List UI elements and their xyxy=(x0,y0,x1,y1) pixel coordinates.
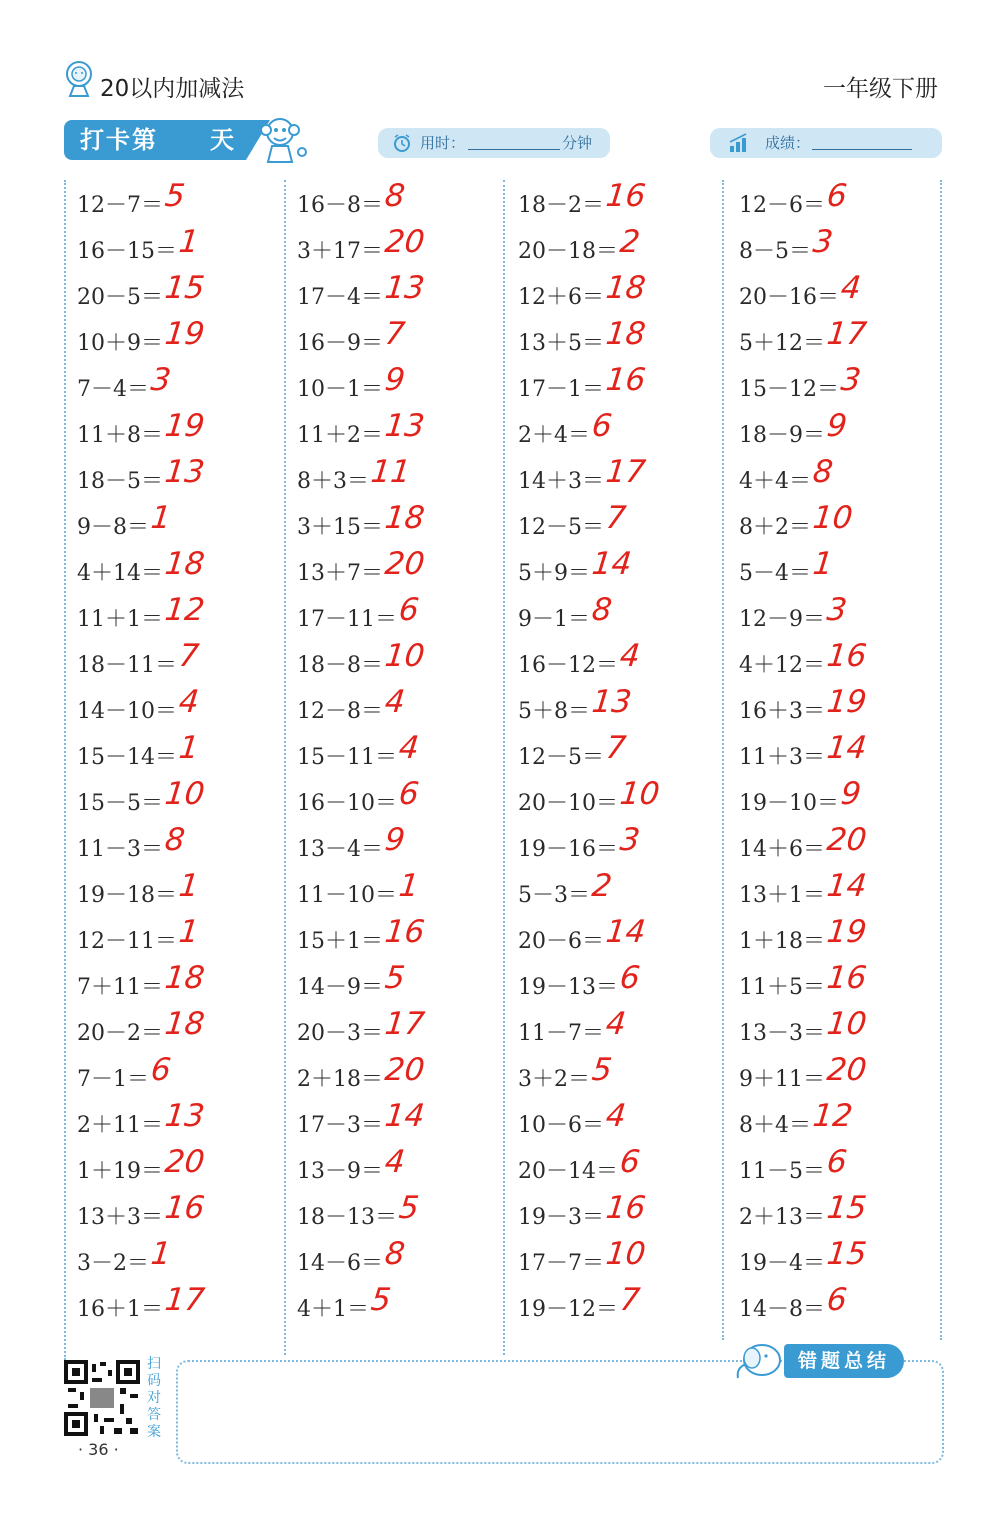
time-input-line[interactable] xyxy=(468,149,560,150)
handwritten-answer: 16 xyxy=(604,178,648,214)
handwritten-answer: 8 xyxy=(383,1236,407,1272)
exercise-question: 14＋6＝ xyxy=(739,837,825,862)
handwritten-answer: 6 xyxy=(825,178,849,214)
score-field xyxy=(710,128,942,158)
exercise-question: 3－2＝ xyxy=(77,1251,149,1276)
handwritten-answer: 1 xyxy=(177,730,201,766)
exercise-question: 13－3＝ xyxy=(739,1021,825,1046)
handwritten-answer: 1 xyxy=(397,868,421,904)
exercise-question: 11＋1＝ xyxy=(77,607,163,632)
handwritten-answer: 5 xyxy=(163,178,187,214)
exercise-question: 11－10＝ xyxy=(297,883,397,908)
handwritten-answer: 6 xyxy=(618,1144,642,1180)
exercise-question: 9－1＝ xyxy=(518,607,590,632)
handwritten-answer: 4 xyxy=(839,270,863,306)
handwritten-answer: 1 xyxy=(177,224,201,260)
scan-answer-text: 扫码对答案 xyxy=(147,1356,161,1440)
exercise-question: 2＋4＝ xyxy=(518,423,590,448)
handwritten-answer: 17 xyxy=(163,1282,207,1318)
handwritten-answer: 4 xyxy=(618,638,642,674)
exercise-question: 8＋4＝ xyxy=(739,1113,811,1138)
handwritten-answer: 18 xyxy=(604,270,648,306)
exercise-question: 16－9＝ xyxy=(297,331,383,356)
mistake-summary-label: 错题总结 xyxy=(784,1344,904,1378)
exercise-question: 12－5＝ xyxy=(518,745,604,770)
exercise-question: 3＋2＝ xyxy=(518,1067,590,1092)
exercise-question: 5＋8＝ xyxy=(518,699,590,724)
column-divider xyxy=(722,180,724,1340)
exercise-question: 8＋2＝ xyxy=(739,515,811,540)
handwritten-answer: 6 xyxy=(618,960,642,996)
handwritten-answer: 4 xyxy=(604,1006,628,1042)
grade-label: 一年级下册 xyxy=(823,76,938,102)
exercise-question: 1＋18＝ xyxy=(739,929,825,954)
exercise-question: 10－6＝ xyxy=(518,1113,604,1138)
exercise-question: 12－8＝ xyxy=(297,699,383,724)
exercise-question: 4＋4＝ xyxy=(739,469,811,494)
exercise-question: 20－18＝ xyxy=(518,239,618,264)
handwritten-answer: 13 xyxy=(383,408,427,444)
checkin-prefix: 打卡第 xyxy=(80,126,158,154)
handwritten-answer: 4 xyxy=(397,730,421,766)
handwritten-answer: 11 xyxy=(369,454,413,490)
exercise-question: 3＋17＝ xyxy=(297,239,383,264)
time-label: 用时： xyxy=(420,134,466,152)
handwritten-answer: 14 xyxy=(825,868,869,904)
exercise-question: 16－15＝ xyxy=(77,239,177,264)
handwritten-answer: 14 xyxy=(590,546,634,582)
exercise-question: 19－12＝ xyxy=(518,1297,618,1322)
exercise-question: 16＋3＝ xyxy=(739,699,825,724)
exercise-question: 15－14＝ xyxy=(77,745,177,770)
exercise-question: 18－8＝ xyxy=(297,653,383,678)
handwritten-answer: 7 xyxy=(177,638,201,674)
exercise-question: 19－4＝ xyxy=(739,1251,825,1276)
handwritten-answer: 19 xyxy=(163,408,207,444)
handwritten-answer: 20 xyxy=(383,1052,427,1088)
exercise-question: 19－3＝ xyxy=(518,1205,604,1230)
handwritten-answer: 19 xyxy=(825,684,869,720)
handwritten-answer: 2 xyxy=(590,868,614,904)
exercise-question: 18－5＝ xyxy=(77,469,163,494)
exercise-question: 20－10＝ xyxy=(518,791,618,816)
handwritten-answer: 6 xyxy=(397,592,421,628)
column-divider xyxy=(284,180,286,1355)
handwritten-answer: 16 xyxy=(163,1190,207,1226)
exercise-question: 8＋3＝ xyxy=(297,469,369,494)
handwritten-answer: 12 xyxy=(811,1098,855,1134)
exercise-question: 5－4＝ xyxy=(739,561,811,586)
exercise-question: 20－16＝ xyxy=(739,285,839,310)
handwritten-answer: 20 xyxy=(383,546,427,582)
handwritten-answer: 13 xyxy=(163,454,207,490)
handwritten-answer: 12 xyxy=(163,592,207,628)
handwritten-answer: 14 xyxy=(383,1098,427,1134)
handwritten-answer: 10 xyxy=(604,1236,648,1272)
exercise-question: 4＋1＝ xyxy=(297,1297,369,1322)
exercise-question: 7－4＝ xyxy=(77,377,149,402)
handwritten-answer: 6 xyxy=(825,1282,849,1318)
handwritten-answer: 5 xyxy=(590,1052,614,1088)
handwritten-answer: 9 xyxy=(839,776,863,812)
exercise-question: 16－8＝ xyxy=(297,193,383,218)
monkey-mascot-icon xyxy=(254,112,310,166)
handwritten-answer: 15 xyxy=(825,1236,869,1272)
handwritten-answer: 6 xyxy=(825,1144,849,1180)
exercise-question: 12－7＝ xyxy=(77,193,163,218)
handwritten-answer: 4 xyxy=(604,1098,628,1134)
exercise-question: 20－14＝ xyxy=(518,1159,618,1184)
exercise-question: 5＋9＝ xyxy=(518,561,590,586)
handwritten-answer: 10 xyxy=(383,638,427,674)
exercise-question: 14－10＝ xyxy=(77,699,177,724)
handwritten-answer: 15 xyxy=(163,270,207,306)
exercise-question: 11＋3＝ xyxy=(739,745,825,770)
handwritten-answer: 7 xyxy=(604,730,628,766)
exercise-question: 5－3＝ xyxy=(518,883,590,908)
exercise-question: 14＋3＝ xyxy=(518,469,604,494)
exercise-question: 15－5＝ xyxy=(77,791,163,816)
exercise-question: 12－9＝ xyxy=(739,607,825,632)
handwritten-answer: 8 xyxy=(383,178,407,214)
handwritten-answer: 4 xyxy=(383,1144,407,1180)
exercise-question: 19－16＝ xyxy=(518,837,618,862)
handwritten-answer: 16 xyxy=(825,638,869,674)
time-unit: 分钟 xyxy=(562,134,593,152)
exercise-question: 18－11＝ xyxy=(77,653,177,678)
handwritten-answer: 18 xyxy=(163,546,207,582)
handwritten-answer: 17 xyxy=(604,454,648,490)
exercise-question: 20－5＝ xyxy=(77,285,163,310)
score-input-line[interactable] xyxy=(812,149,912,150)
handwritten-answer: 9 xyxy=(383,362,407,398)
book-title: 20以内加减法 xyxy=(100,76,245,102)
exercise-question: 12－5＝ xyxy=(518,515,604,540)
page-number: · 36 · xyxy=(78,1440,119,1459)
handwritten-answer: 19 xyxy=(163,316,207,352)
exercise-question: 17－3＝ xyxy=(297,1113,383,1138)
exercise-question: 17－4＝ xyxy=(297,285,383,310)
handwritten-answer: 18 xyxy=(604,316,648,352)
exercise-question: 13＋7＝ xyxy=(297,561,383,586)
handwritten-answer: 16 xyxy=(604,1190,648,1226)
exercise-question: 13＋1＝ xyxy=(739,883,825,908)
handwritten-answer: 1 xyxy=(811,546,835,582)
exercise-question: 11－3＝ xyxy=(77,837,163,862)
exercise-question: 19－10＝ xyxy=(739,791,839,816)
handwritten-answer: 8 xyxy=(811,454,835,490)
exercise-question: 15－12＝ xyxy=(739,377,839,402)
exercise-question: 20－2＝ xyxy=(77,1021,163,1046)
exercise-question: 19－13＝ xyxy=(518,975,618,1000)
exercise-question: 11－5＝ xyxy=(739,1159,825,1184)
exercise-question: 19－18＝ xyxy=(77,883,177,908)
exercise-question: 2＋13＝ xyxy=(739,1205,825,1230)
handwritten-answer: 3 xyxy=(811,224,835,260)
handwritten-answer: 7 xyxy=(604,500,628,536)
exercise-question: 14－6＝ xyxy=(297,1251,383,1276)
exercise-question: 12－6＝ xyxy=(739,193,825,218)
handwritten-answer: 18 xyxy=(383,500,427,536)
exercise-question: 20－3＝ xyxy=(297,1021,383,1046)
handwritten-answer: 6 xyxy=(149,1052,173,1088)
handwritten-answer: 4 xyxy=(177,684,201,720)
handwritten-answer: 20 xyxy=(163,1144,207,1180)
column-divider xyxy=(940,180,942,1340)
handwritten-answer: 1 xyxy=(177,868,201,904)
handwritten-answer: 17 xyxy=(383,1006,427,1042)
time-field xyxy=(378,128,610,158)
handwritten-answer: 16 xyxy=(604,362,648,398)
column-divider xyxy=(503,180,505,1355)
handwritten-answer: 8 xyxy=(163,822,187,858)
handwritten-answer: 6 xyxy=(590,408,614,444)
handwritten-answer: 5 xyxy=(369,1282,393,1318)
exercise-question: 15－11＝ xyxy=(297,745,397,770)
exercise-question: 13＋5＝ xyxy=(518,331,604,356)
handwritten-answer: 1 xyxy=(149,500,173,536)
handwritten-answer: 10 xyxy=(811,500,855,536)
exercise-question: 4＋12＝ xyxy=(739,653,825,678)
exercise-question: 16－10＝ xyxy=(297,791,397,816)
handwritten-answer: 4 xyxy=(383,684,407,720)
checkin-suffix: 天 xyxy=(210,126,234,154)
handwritten-answer: 18 xyxy=(163,960,207,996)
exercise-question: 13－4＝ xyxy=(297,837,383,862)
handwritten-answer: 5 xyxy=(383,960,407,996)
handwritten-answer: 3 xyxy=(618,822,642,858)
exercise-question: 13＋3＝ xyxy=(77,1205,163,1230)
exercise-question: 9＋11＝ xyxy=(739,1067,825,1092)
handwritten-answer: 6 xyxy=(397,776,421,812)
score-label: 成绩： xyxy=(765,134,811,152)
handwritten-answer: 9 xyxy=(825,408,849,444)
exercise-question: 17－1＝ xyxy=(518,377,604,402)
handwritten-answer: 16 xyxy=(383,914,427,950)
elephant-mascot-icon xyxy=(732,1338,786,1382)
exercise-question: 10＋9＝ xyxy=(77,331,163,356)
handwritten-answer: 1 xyxy=(177,914,201,950)
exercise-question: 8－5＝ xyxy=(739,239,811,264)
handwritten-answer: 13 xyxy=(590,684,634,720)
exercise-question: 11＋2＝ xyxy=(297,423,383,448)
exercise-question: 17－7＝ xyxy=(518,1251,604,1276)
handwritten-answer: 15 xyxy=(825,1190,869,1226)
exercise-question: 5＋12＝ xyxy=(739,331,825,356)
handwritten-answer: 1 xyxy=(149,1236,173,1272)
exercise-question: 2＋11＝ xyxy=(77,1113,163,1138)
exercise-question: 10－1＝ xyxy=(297,377,383,402)
handwritten-answer: 20 xyxy=(825,1052,869,1088)
alarm-clock-icon xyxy=(392,133,412,153)
handwritten-answer: 17 xyxy=(825,316,869,352)
exercise-question: 16＋1＝ xyxy=(77,1297,163,1322)
column-divider xyxy=(64,180,66,1360)
exercise-question: 18－2＝ xyxy=(518,193,604,218)
exercise-question: 14－9＝ xyxy=(297,975,383,1000)
exercise-question: 11＋5＝ xyxy=(739,975,825,1000)
exercise-question: 11－7＝ xyxy=(518,1021,604,1046)
qr-code-icon[interactable] xyxy=(64,1360,140,1436)
handwritten-answer: 13 xyxy=(383,270,427,306)
handwritten-answer: 10 xyxy=(618,776,662,812)
exercise-question: 11＋8＝ xyxy=(77,423,163,448)
handwritten-answer: 2 xyxy=(618,224,642,260)
exercise-question: 17－11＝ xyxy=(297,607,397,632)
handwritten-answer: 10 xyxy=(825,1006,869,1042)
exercise-question: 12＋6＝ xyxy=(518,285,604,310)
handwritten-answer: 8 xyxy=(590,592,614,628)
exercise-question: 12－11＝ xyxy=(77,929,177,954)
handwritten-answer: 3 xyxy=(839,362,863,398)
exercise-question: 2＋18＝ xyxy=(297,1067,383,1092)
handwritten-answer: 20 xyxy=(383,224,427,260)
handwritten-answer: 7 xyxy=(383,316,407,352)
handwritten-answer: 9 xyxy=(383,822,407,858)
exercise-question: 4＋14＝ xyxy=(77,561,163,586)
exercise-question: 15＋1＝ xyxy=(297,929,383,954)
exercise-question: 18－9＝ xyxy=(739,423,825,448)
lion-logo-icon xyxy=(62,60,96,98)
score-chart-icon xyxy=(728,132,752,154)
handwritten-answer: 16 xyxy=(825,960,869,996)
handwritten-answer: 20 xyxy=(825,822,869,858)
exercise-question: 7－1＝ xyxy=(77,1067,149,1092)
handwritten-answer: 18 xyxy=(163,1006,207,1042)
checkin-banner xyxy=(64,120,246,160)
handwritten-answer: 3 xyxy=(825,592,849,628)
exercise-question: 3＋15＝ xyxy=(297,515,383,540)
handwritten-answer: 10 xyxy=(163,776,207,812)
exercise-question: 7＋11＝ xyxy=(77,975,163,1000)
exercise-question: 16－12＝ xyxy=(518,653,618,678)
handwritten-answer: 5 xyxy=(397,1190,421,1226)
handwritten-answer: 19 xyxy=(825,914,869,950)
exercise-question: 1＋19＝ xyxy=(77,1159,163,1184)
handwritten-answer: 14 xyxy=(604,914,648,950)
handwritten-answer: 14 xyxy=(825,730,869,766)
exercise-question: 14－8＝ xyxy=(739,1297,825,1322)
handwritten-answer: 3 xyxy=(149,362,173,398)
exercise-question: 13－9＝ xyxy=(297,1159,383,1184)
handwritten-answer: 7 xyxy=(618,1282,642,1318)
exercise-question: 9－8＝ xyxy=(77,515,149,540)
exercise-question: 18－13＝ xyxy=(297,1205,397,1230)
handwritten-answer: 13 xyxy=(163,1098,207,1134)
exercise-question: 20－6＝ xyxy=(518,929,604,954)
